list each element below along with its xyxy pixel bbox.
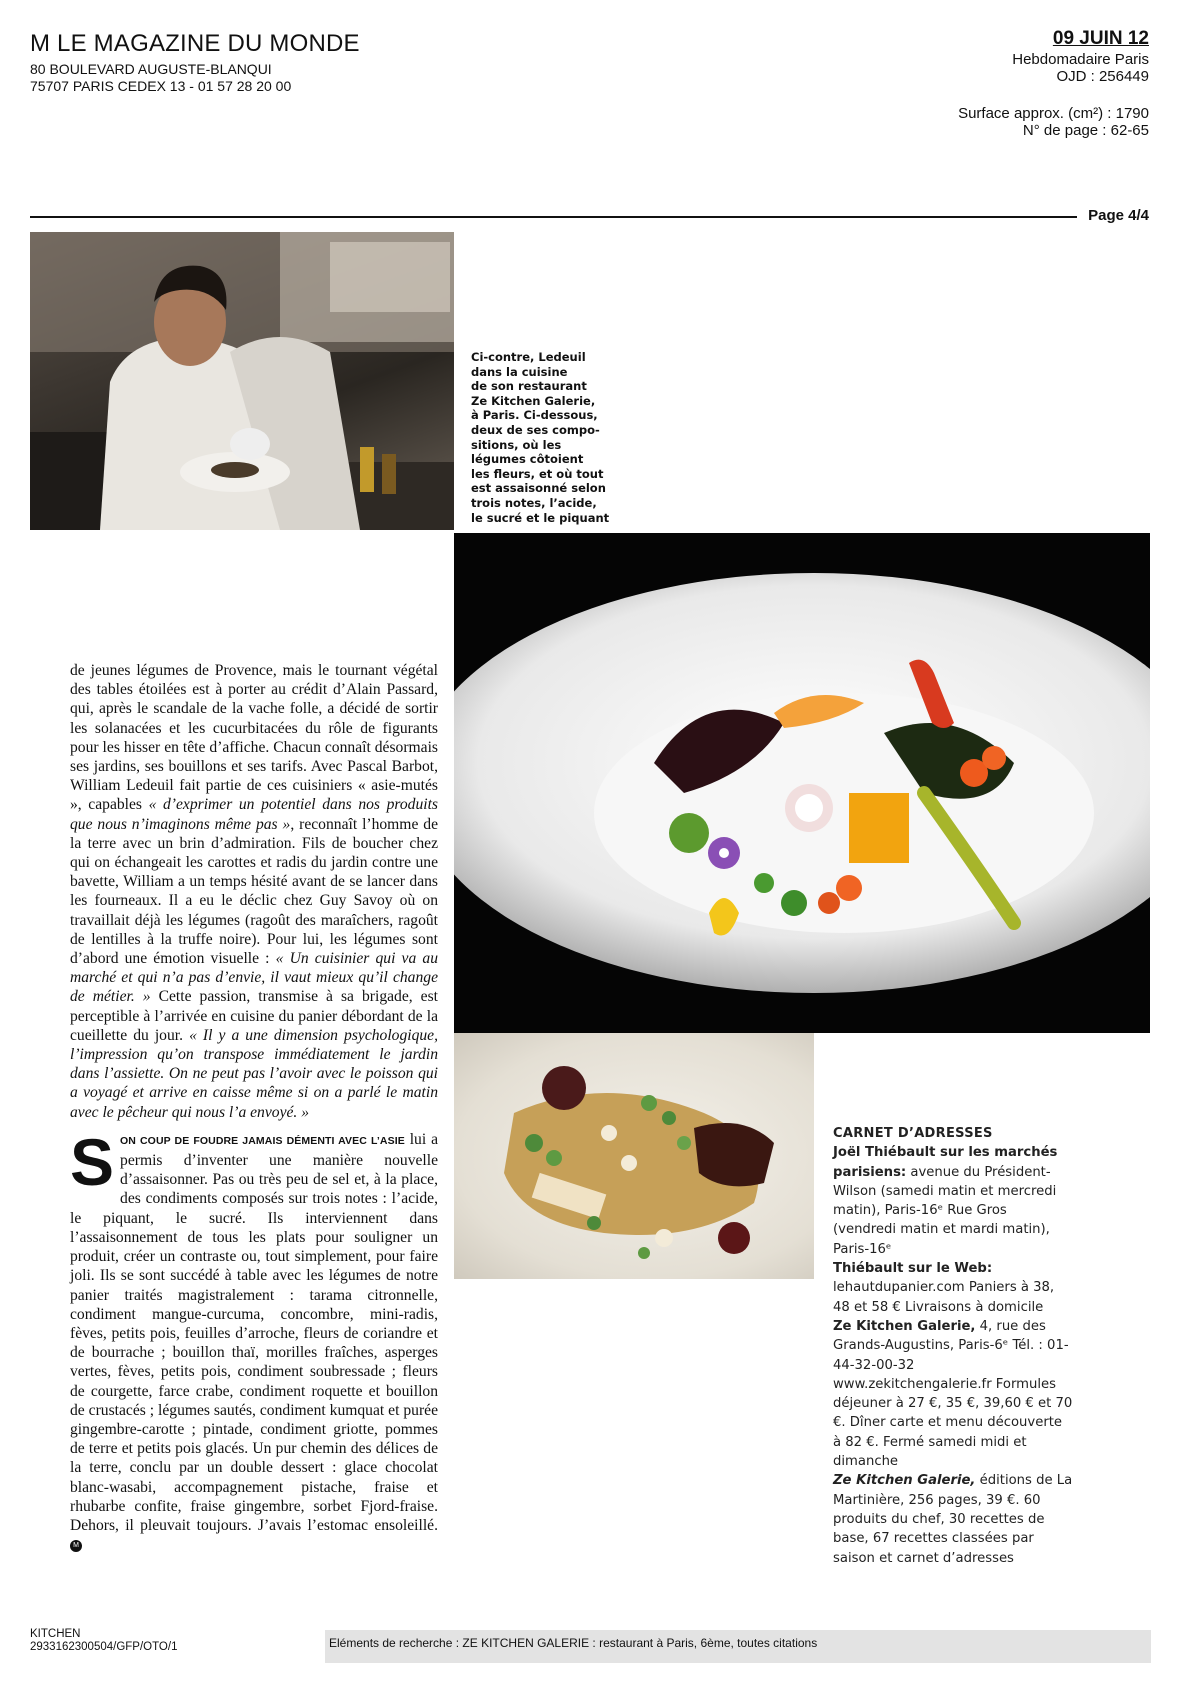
address-entry bbox=[833, 1317, 1073, 1471]
article-paragraph-2 bbox=[70, 1124, 438, 1554]
issue-info bbox=[958, 30, 1149, 139]
address-book-title: CARNET D’ADRESSES bbox=[833, 1126, 993, 1141]
footer-code-1: KITCHEN bbox=[30, 1628, 81, 1640]
quote-italic: « d’exprimer un potentiel dans nos produits que nous n’imaginons même pas » bbox=[70, 796, 438, 833]
text-run: de jeunes légumes de Provence, mais le tournant végétal des tables étoilées est à porter au crédit d’Alain Passard, qui, après le scandale de la vache folle, a décidé de sortir les solanacées et les cucurbitacées du rôle de figurants pour les hisser en tête d’affiche. Chacun connaît désormais ses jardins, ses bouillons et ses tarifs. Avec Pascal Barbot, William Ledeuil fait partie de ces cuisiniers « asie-mutés », capables bbox=[70, 662, 438, 814]
quote-italic: « Il y a une dimension psychologique, l’impression qu’on transpose immédiatement le jardin dans l’assiette. On ne peut pas l’avoir avec le poisson qui a voyagé et arrive en caisse même si on a parlé le matin avec le pêcheur qui nous l’a envoyé. » bbox=[70, 1026, 439, 1121]
frequency: Hebdomadaire Paris bbox=[1012, 51, 1149, 68]
end-mark-icon: M bbox=[70, 1540, 82, 1552]
address-line-2: 75707 PARIS CEDEX 13 - 01 57 28 20 00 bbox=[30, 78, 292, 94]
address-entry-name: Ze Kitchen Galerie, bbox=[833, 1318, 976, 1334]
quote-italic: « Un cuisinier qui va au marché et qui n’a pas d’envie, il vaut mieux qu’il change de métier. » bbox=[70, 950, 438, 1006]
address-line-1: 80 BOULEVARD AUGUSTE-BLANQUI bbox=[30, 61, 272, 77]
page-range: N° de page : 62-65 bbox=[1022, 122, 1149, 139]
paragraph-2-body: lui a permis d’inventer une manière nouvelle d’assaisonner. Pas ou très peu de sel et, à la place, des condiments composés sur trois notes : l’acide, le piquant, le sucré. Ils interviennent dans l’assaisonnement de tous les plats pour souligner un produit, créer un contraste ou, tout simplement, pour faire joli. Ils se sont succédé à table avec les légumes de notre panier traités magistralement : tarama citronnelle, condiment mangue-curcuma, concombre, mini-radis, fèves, petits pois, feuilles d’arroche, fleurs de coriandre et de bourrache ; bouillon thaï, morilles fraîches, asperges vertes, fèves, petits pois, condiment soubressade ; fleurs de courgette, farce crabe, condiment roquette et bouillon de crustacés ; légumes sautés, condiment kumquat et purée gingembre-carotte ; pintade, condiment griotte, pommes de terre et petits pois glacés. Un pur chemin des délices de la terre, conclu par un double dessert : glace chocolat blanc-wasabi, accompagnement pistache, fraise et rhubarbe confite, fraise gingembre, sorbet Fjord-fraise. Dehors, il pleuvait toujours. J’avais l’estomac ensoleillé. bbox=[70, 1130, 438, 1534]
lead-in: ON COUP DE FOUDRE JAMAIS DÉMENTI AVEC L’ASIE bbox=[120, 1134, 405, 1147]
address-entry-name: Thiébault sur le Web: bbox=[833, 1261, 993, 1277]
dish-photo-large bbox=[454, 533, 1150, 1033]
dish-sauce-illustration bbox=[454, 1033, 814, 1279]
text-run: , reconnaît l’homme de la terre avec un brin d’admiration. Fils de boucher chez qui on échangeait les carottes et radis du jardin contre une bavette, William a un temps hésité avant de se lancer dans les fourneaux. Il a eu le déclic chez Guy Savoy où on travaillait déjà les légumes (ragoût des maraîchers, ragoût de lentilles à la truffe noire). Pour lui, les légumes sont d’abord une émotion visuelle : bbox=[70, 815, 438, 968]
footer-codes bbox=[30, 1628, 177, 1654]
surface-area: Surface approx. (cm²) : 1790 bbox=[958, 105, 1149, 122]
address-entry-details: lehautdupanier.com Paniers à 38, 48 et 58 € Livraisons à domicile bbox=[833, 1280, 1055, 1315]
publication-name: M LE MAGAZINE DU MONDE bbox=[30, 30, 360, 57]
ojd-count: OJD : 256449 bbox=[1056, 68, 1149, 85]
address-entry-details: avenue du Président-Wilson (samedi matin et mercredi matin), Paris-16ᵉ Rue Gros (vendredi matin et mardi matin), Paris-16ᵉ bbox=[833, 1164, 1057, 1257]
text-run: Cette passion, transmise à sa brigade, est perceptible à l’arrivée en cuisine du panier débordant de la cueillette du jour. bbox=[70, 988, 438, 1044]
address-entry-details: éditions de La Martinière, 256 pages, 39 €. 60 produits du chef, 30 recettes de base, 67 recettes classées par saison et carnet d’adresses bbox=[833, 1473, 1073, 1566]
photo-caption: Ci-contre, Ledeuil dans la cuisine de son restaurant Ze Kitchen Galerie, à Paris. Ci-dessous, deux de ses compo- sitions, où les légumes côtoient les fleurs, et où tout est assaisonné selon trois notes, l’acide, le sucré et le piquant bbox=[471, 350, 610, 525]
dish-plate-illustration bbox=[454, 533, 1150, 1033]
address-entry bbox=[833, 1143, 1073, 1259]
address-book-items bbox=[833, 1143, 1073, 1568]
header-rule bbox=[30, 216, 1077, 218]
issue-date: 09 JUIN 12 bbox=[1052, 28, 1149, 49]
footer-code-2: 2933162300504/GFP/OTO/1 bbox=[30, 1641, 178, 1653]
drop-cap: S bbox=[70, 1124, 115, 1199]
address-entry bbox=[833, 1471, 1073, 1567]
address-entry-name: Joël Thiébault sur les marchés parisiens: bbox=[833, 1145, 1058, 1180]
address-book bbox=[833, 1124, 1073, 1568]
address-entry bbox=[833, 1259, 1073, 1317]
publication-address bbox=[30, 61, 291, 95]
address-entry-name: Ze Kitchen Galerie, bbox=[833, 1473, 976, 1489]
chef-kitchen-photo bbox=[30, 232, 454, 530]
search-elements-bar: Eléments de recherche : ZE KITCHEN GALERIE : restaurant à Paris, 6ème, toutes citations bbox=[325, 1630, 1151, 1663]
article-paragraph-1 bbox=[70, 661, 438, 1122]
dish-photo-small bbox=[454, 1033, 814, 1279]
article-column bbox=[70, 661, 438, 1554]
page-number: Page 4/4 bbox=[1080, 207, 1149, 224]
chef-photo-illustration bbox=[30, 232, 454, 530]
address-entry-details: 4, rue des Grands-Augustins, Paris-6ᵉ Tél. : 01-44-32-00-32 www.zekitchengalerie.fr Formules déjeuner à 27 €, 35 €, 39,60 € et 70 €. Dîner carte et menu découverte à 82 €. Fermé samedi midi et dimanche bbox=[833, 1318, 1073, 1470]
